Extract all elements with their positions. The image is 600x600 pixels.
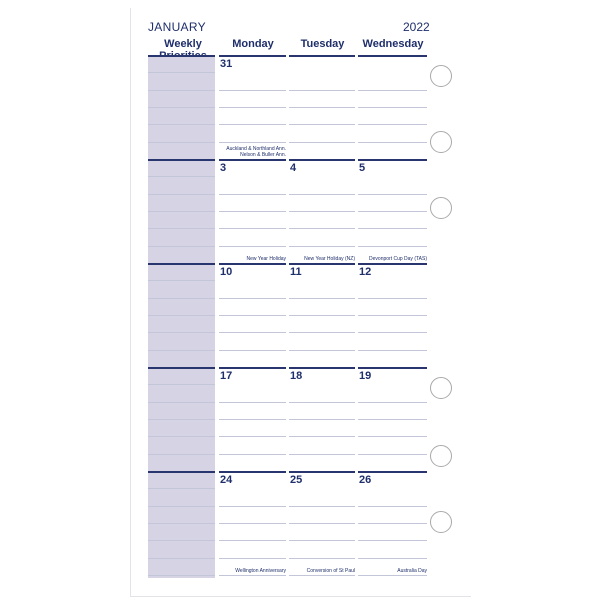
priority-line bbox=[148, 142, 215, 143]
bottom-rule bbox=[148, 575, 215, 576]
day-line bbox=[219, 419, 286, 420]
day-line bbox=[358, 523, 427, 524]
day-line bbox=[358, 142, 427, 143]
day-line bbox=[219, 350, 286, 351]
priority-week-divider bbox=[148, 55, 215, 57]
day-line bbox=[358, 540, 427, 541]
bottom-rule bbox=[219, 575, 286, 576]
monday-header: Monday bbox=[232, 38, 274, 50]
day-line bbox=[219, 332, 286, 333]
weekly-priorities-column bbox=[148, 56, 215, 578]
day-top-rule bbox=[289, 471, 355, 473]
day-number: 5 bbox=[359, 162, 366, 174]
binder-hole-icon bbox=[430, 197, 452, 219]
binder-hole-icon bbox=[430, 131, 452, 153]
day-line bbox=[358, 315, 427, 316]
priority-line bbox=[148, 211, 215, 212]
day-number: 11 bbox=[290, 266, 302, 278]
day-top-rule bbox=[289, 159, 355, 161]
day-top-rule bbox=[219, 471, 286, 473]
priority-line bbox=[148, 90, 215, 91]
wednesday-header: Wednesday bbox=[362, 38, 424, 50]
day-line bbox=[219, 523, 286, 524]
day-number: 31 bbox=[220, 58, 233, 70]
day-line bbox=[289, 194, 355, 195]
day-line bbox=[289, 436, 355, 437]
priority-week-divider bbox=[148, 263, 215, 265]
day-line bbox=[289, 540, 355, 541]
day-line bbox=[219, 194, 286, 195]
day-line bbox=[219, 506, 286, 507]
priority-line bbox=[148, 523, 215, 524]
priority-line bbox=[148, 402, 215, 403]
bottom-rule bbox=[289, 575, 355, 576]
day-number: 19 bbox=[359, 370, 372, 382]
priority-week-divider bbox=[148, 367, 215, 369]
day-line bbox=[358, 298, 427, 299]
day-line bbox=[219, 246, 286, 247]
day-number: 24 bbox=[220, 474, 233, 486]
day-top-rule bbox=[219, 263, 286, 265]
day-line bbox=[358, 402, 427, 403]
priority-line bbox=[148, 384, 215, 385]
priority-line bbox=[148, 350, 215, 351]
priority-line bbox=[148, 176, 215, 177]
day-line bbox=[219, 228, 286, 229]
priority-line bbox=[148, 419, 215, 420]
day-number: 17 bbox=[220, 370, 233, 382]
day-line bbox=[289, 402, 355, 403]
day-line bbox=[219, 90, 286, 91]
day-top-rule bbox=[289, 263, 355, 265]
day-line bbox=[358, 436, 427, 437]
day-line bbox=[289, 298, 355, 299]
day-line bbox=[289, 246, 355, 247]
day-line bbox=[219, 211, 286, 212]
day-line bbox=[358, 124, 427, 125]
day-line bbox=[289, 211, 355, 212]
holiday-note: Australia Day bbox=[397, 567, 427, 574]
day-number: 4 bbox=[290, 162, 297, 174]
day-line bbox=[219, 540, 286, 541]
year-title: 2022 bbox=[403, 20, 430, 34]
day-line bbox=[289, 332, 355, 333]
day-number: 26 bbox=[359, 474, 372, 486]
day-line bbox=[358, 419, 427, 420]
day-line bbox=[289, 124, 355, 125]
priority-line bbox=[148, 558, 215, 559]
priority-line bbox=[148, 228, 215, 229]
day-line bbox=[289, 315, 355, 316]
binder-hole-icon bbox=[430, 65, 452, 87]
holiday-note: New Year Holiday (NZ) bbox=[304, 255, 355, 262]
day-line bbox=[358, 228, 427, 229]
binder-hole-icon bbox=[430, 377, 452, 399]
day-top-rule bbox=[358, 367, 427, 369]
day-line bbox=[289, 90, 355, 91]
priority-line bbox=[148, 72, 215, 73]
day-line bbox=[358, 332, 427, 333]
day-line bbox=[219, 454, 286, 455]
priority-line bbox=[148, 246, 215, 247]
day-top-rule bbox=[358, 55, 427, 57]
day-number: 18 bbox=[290, 370, 303, 382]
binder-hole-icon bbox=[430, 445, 452, 467]
tuesday-header: Tuesday bbox=[300, 38, 345, 50]
holiday-note: Devonport Cup Day (TAS) bbox=[369, 255, 427, 262]
day-line bbox=[289, 506, 355, 507]
day-line bbox=[358, 90, 427, 91]
day-line bbox=[219, 298, 286, 299]
day-number: 10 bbox=[220, 266, 233, 278]
priorities-header: Weekly bbox=[164, 38, 202, 50]
day-line bbox=[219, 142, 286, 143]
day-top-rule bbox=[289, 367, 355, 369]
day-top-rule bbox=[358, 159, 427, 161]
day-top-rule bbox=[219, 159, 286, 161]
day-top-rule bbox=[219, 367, 286, 369]
day-line bbox=[219, 558, 286, 559]
day-line bbox=[219, 107, 286, 108]
day-line bbox=[289, 350, 355, 351]
month-title: JANUARY bbox=[148, 20, 206, 34]
day-line bbox=[358, 246, 427, 247]
day-line bbox=[289, 523, 355, 524]
day-top-rule bbox=[358, 471, 427, 473]
day-line bbox=[219, 402, 286, 403]
priority-line bbox=[148, 315, 215, 316]
priority-line bbox=[148, 280, 215, 281]
day-line bbox=[358, 454, 427, 455]
day-line bbox=[289, 228, 355, 229]
priority-line bbox=[148, 124, 215, 125]
priority-line bbox=[148, 436, 215, 437]
day-line bbox=[219, 315, 286, 316]
priority-line bbox=[148, 107, 215, 108]
day-line bbox=[358, 211, 427, 212]
day-line bbox=[289, 107, 355, 108]
day-line bbox=[358, 558, 427, 559]
day-top-rule bbox=[358, 263, 427, 265]
holiday-note: Conversion of St Paul bbox=[306, 567, 355, 574]
holiday-note: New Year Holiday bbox=[246, 255, 286, 262]
priority-line bbox=[148, 332, 215, 333]
day-number: 25 bbox=[290, 474, 303, 486]
holiday-note: Auckland & Northland Ann. Nelson & Buller Ann. bbox=[226, 145, 286, 158]
day-line bbox=[358, 194, 427, 195]
day-line bbox=[358, 107, 427, 108]
day-top-rule bbox=[289, 55, 355, 57]
day-line bbox=[219, 436, 286, 437]
priority-line bbox=[148, 506, 215, 507]
day-line bbox=[219, 124, 286, 125]
day-number: 3 bbox=[220, 162, 227, 174]
priority-line bbox=[148, 194, 215, 195]
priority-line bbox=[148, 454, 215, 455]
priority-line bbox=[148, 298, 215, 299]
priority-week-divider bbox=[148, 159, 215, 161]
holiday-note: Wellington Anniversary bbox=[235, 567, 286, 574]
day-line bbox=[358, 350, 427, 351]
day-line bbox=[289, 419, 355, 420]
day-number: 12 bbox=[359, 266, 372, 278]
priority-week-divider bbox=[148, 471, 215, 473]
day-line bbox=[289, 142, 355, 143]
priority-line bbox=[148, 488, 215, 489]
day-line bbox=[289, 454, 355, 455]
day-top-rule bbox=[219, 55, 286, 57]
day-line bbox=[289, 558, 355, 559]
bottom-rule bbox=[358, 575, 427, 576]
priority-line bbox=[148, 540, 215, 541]
day-line bbox=[358, 506, 427, 507]
binder-hole-icon bbox=[430, 511, 452, 533]
